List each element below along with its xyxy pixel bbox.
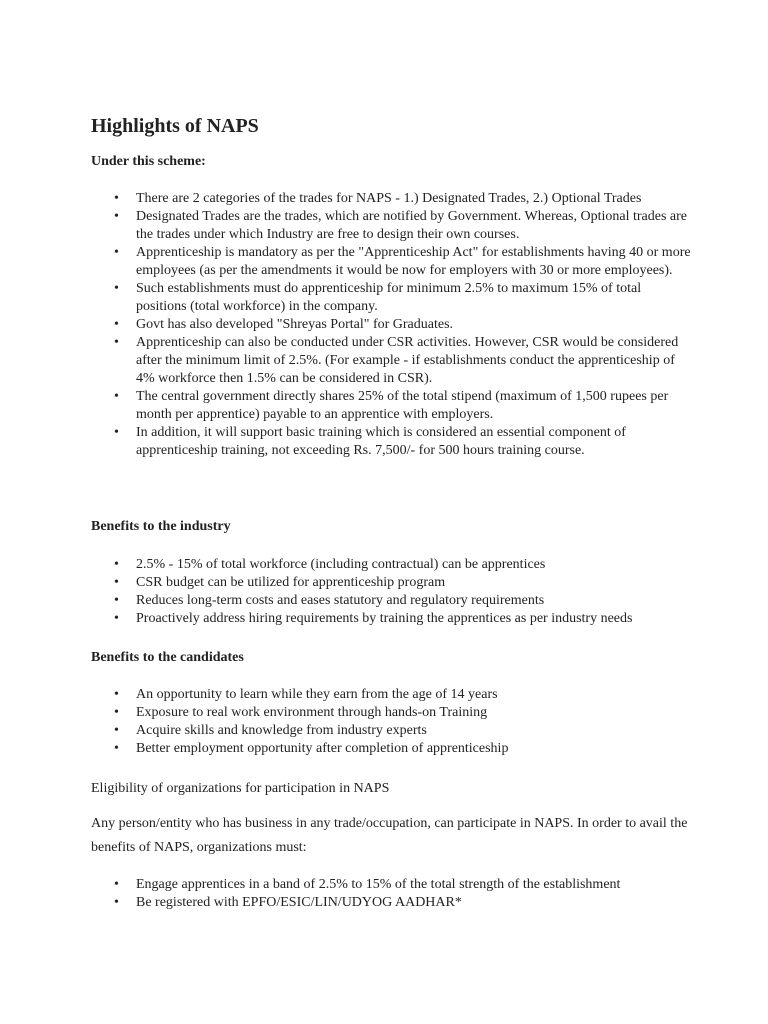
list-item: • An opportunity to learn while they earn from the age of 14 years <box>91 686 691 704</box>
list-item: • Better employment opportunity after completion of apprenticeship <box>91 740 691 758</box>
list-item: • There are 2 categories of the trades for NAPS - 1.) Designated Trades, 2.) Optional Trades <box>91 190 691 208</box>
list-item: • Apprenticeship is mandatory as per the "Apprenticeship Act" for establishments having 40 or more employees (as per the amendments it would be now for employers with 30 or more employees). <box>91 244 691 280</box>
list-item: • Govt has also developed "Shreyas Portal" for Graduates. <box>91 316 691 334</box>
list-item: • Proactively address hiring requirements by training the apprentices as per industry needs <box>91 610 691 628</box>
list-item: • Apprenticeship can also be conducted under CSR activities. However, CSR would be considered after the minimum limit of 2.5%. (For example - if establishments conduct the apprenticeship of 4% workforce then 1.5% can be considered in CSR). <box>91 334 691 388</box>
list-item: • Reduces long-term costs and eases statutory and regulatory requirements <box>91 592 691 610</box>
scheme-list <box>91 190 691 460</box>
eligibility-list <box>91 876 691 912</box>
list-item: • Exposure to real work environment through hands-on Training <box>91 704 691 722</box>
list-item: • 2.5% - 15% of total workforce (including contractual) can be apprentices <box>91 556 691 574</box>
eligibility-heading: Eligibility of organizations for participation in NAPS <box>91 781 390 796</box>
list-item: • The central government directly shares 25% of the total stipend (maximum of 1,500 rupees per month per apprentice) payable to an apprentice with employers. <box>91 388 691 424</box>
industry-heading: Benefits to the industry <box>91 519 231 534</box>
list-item: • CSR budget can be utilized for apprenticeship program <box>91 574 691 592</box>
scheme-heading: Under this scheme: <box>91 154 206 169</box>
list-item: • Be registered with EPFO/ESIC/LIN/UDYOG AADHAR* <box>91 894 691 912</box>
candidates-heading: Benefits to the candidates <box>91 650 244 665</box>
industry-list <box>91 556 691 628</box>
list-item: • Designated Trades are the trades, which are notified by Government. Whereas, Optional trades are the trades under which Industry are free to design their own courses. <box>91 208 691 244</box>
eligibility-intro: Any person/entity who has business in any trade/occupation, can participate in NAPS. In order to avail the benefits of NAPS, organizations must: <box>91 816 688 855</box>
candidates-list <box>91 686 691 758</box>
list-item: • Acquire skills and knowledge from industry experts <box>91 722 691 740</box>
list-item: • In addition, it will support basic training which is considered an essential component of apprenticeship training, not exceeding Rs. 7,500/- for 500 hours training course. <box>91 424 691 460</box>
list-item: • Engage apprentices in a band of 2.5% to 15% of the total strength of the establishment <box>91 876 691 894</box>
page-title: Highlights of NAPS <box>91 115 259 137</box>
list-item: • Such establishments must do apprenticeship for minimum 2.5% to maximum 15% of total positions (total workforce) in the company. <box>91 280 691 316</box>
